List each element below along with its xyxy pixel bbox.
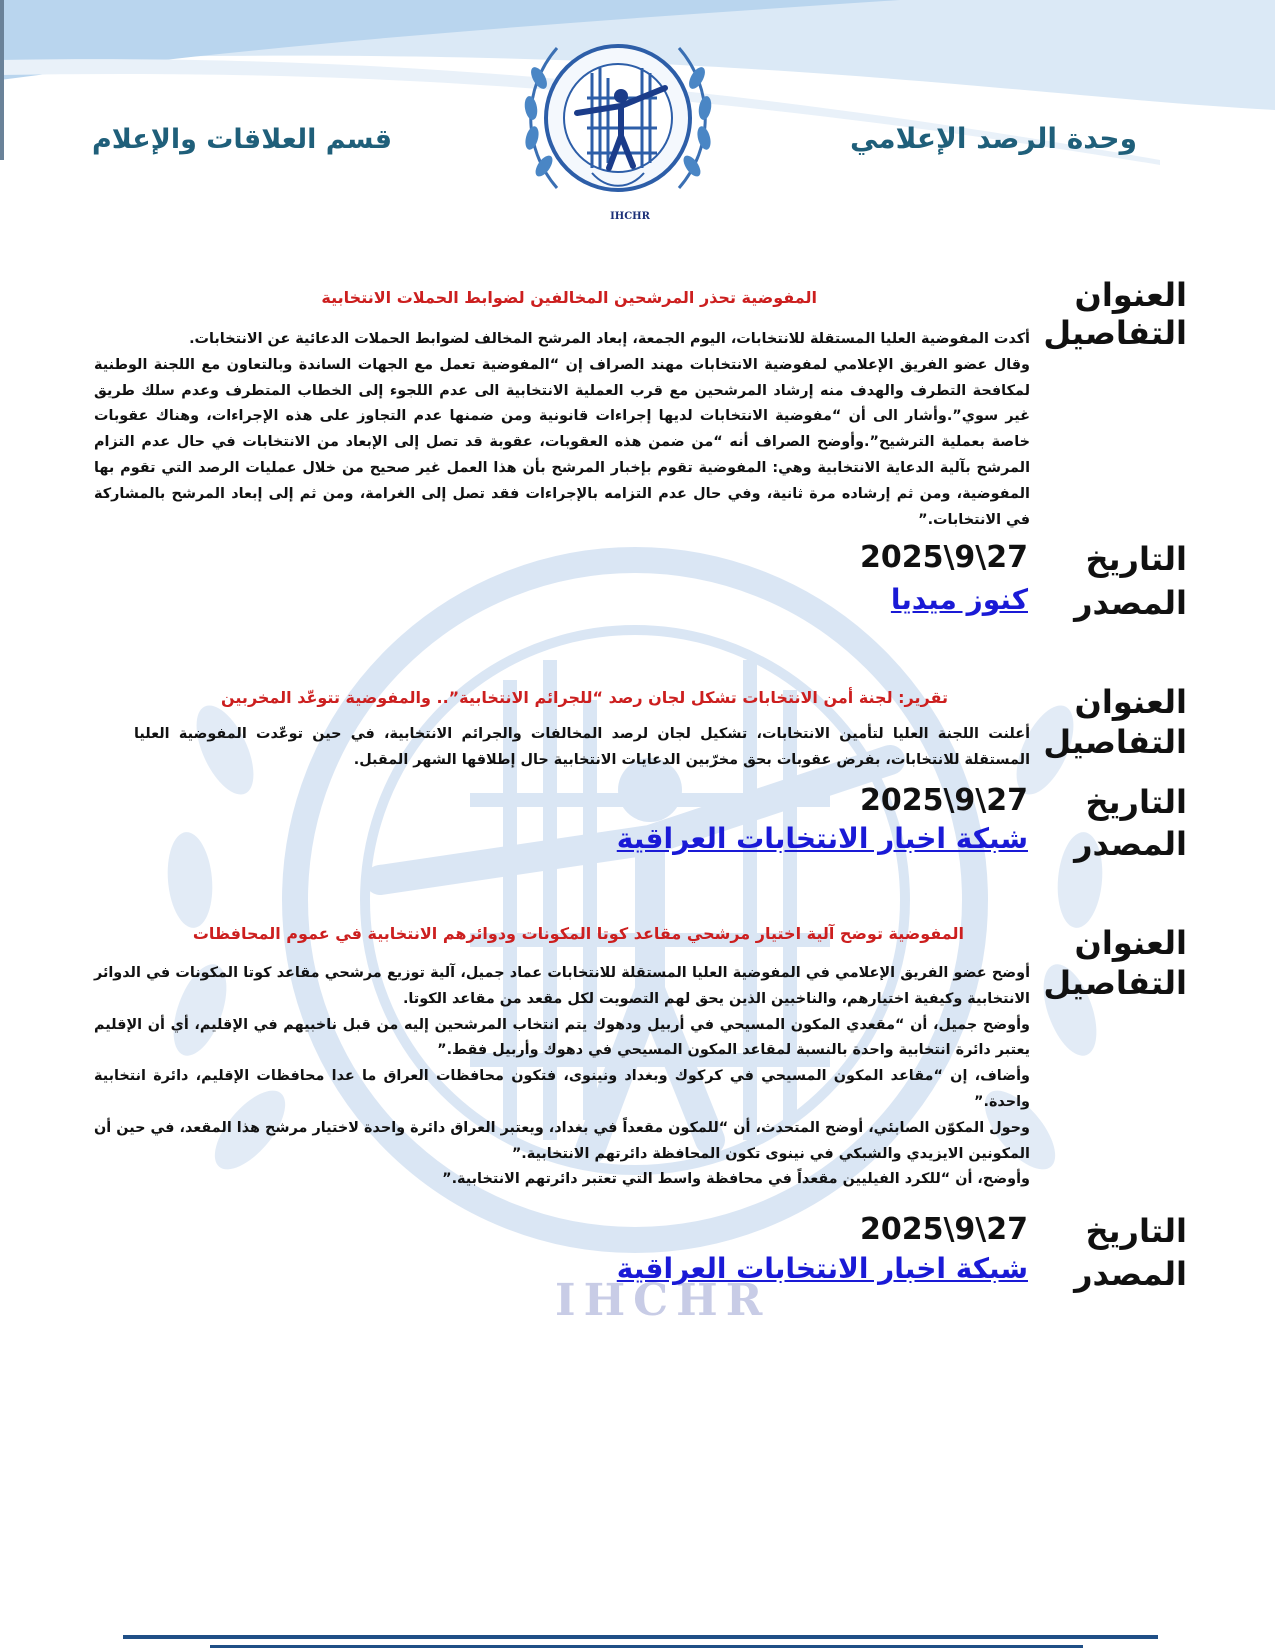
article-1-details: [94, 327, 1030, 533]
ihchr-watermark-emblem: [130, 500, 1140, 1330]
article-3-date: 2025\9\27: [859, 1212, 1028, 1247]
logo-caption: IHCHR: [610, 211, 650, 222]
watermark-text: IHCHR: [555, 1275, 771, 1326]
article-1-title: المفوضية تحذر المرشحين المخالفين لضوابط الحملات الانتخابية: [321, 288, 817, 307]
article-3-title: المفوضية توضح آلية اختيار مرشحي مقاعد كوتا المكونات ودوائرهم الانتخابية في عموم المحافظات: [192, 924, 964, 943]
article-1-paragraph: وقال عضو الفريق الإعلامي لمفوضية الانتخابات مهند الصراف إن “المفوضية تعمل مع الجهات الساندة وبالتعاون مع اللجنة الوطنية لمكافحة التطرف والهدف منه إرشاد المرشحين مع قرب العملية الانتخابية الى عدم اللجوء إلى الخطاب المتطرف وعدم سلك طريق غير سوي”.وأشار الى أن “مفوضية الانتخابات لديها إجراءات قانونية ومن ضمنها عدم التجاوز على هذه الإجراءات، وهناك عقوبات خاصة بعملية الترشيح”.وأوضح الصراف أنه “من ضمن هذه العقوبات، عقوبة قد تصل إلى الإبعاد من الانتخابات في حال عدم التزام المرشح بآلية الدعاية الانتخابية وهي: المفوضية تقوم بإخبار المرشح بأن هذا العمل غير صحيح من خلال عمليات الرصد التي تقوم بها المفوضية، ومن ثم إرشاده مرة ثانية، وفي حال عدم التزامه بالإجراءات فقد تصل إلى الغرامة، ومن ثم إلى إبعاد المرشح بالمشاركة في الانتخابات.”: [94, 356, 1030, 528]
article-1-date: 2025\9\27: [859, 540, 1028, 575]
article-1-date-label: التاريخ: [1085, 540, 1187, 578]
article-3-date-label: التاريخ: [1085, 1212, 1187, 1250]
relations-media-dept-title: قسم العلاقات والإعلام: [92, 124, 393, 155]
article-2-details-label: التفاصيل: [1043, 723, 1187, 761]
article-3-title-label: العنوان: [1074, 924, 1187, 962]
article-3-paragraph: وأوضح جميل، أن “مقعدي المكون المسيحي في أربيل ودهوك يتم انتخاب المرشحين إليه من قبل ناخبيهم في الإقليم، أي أن الإقليم يعتبر دائرة انتخابية واحدة بالنسبة لمقاعد المكون المسيحي في دهوك وأربيل فقط.”: [94, 1016, 1030, 1059]
article-1-title-label: العنوان: [1074, 276, 1187, 314]
article-3-source-label: المصدر: [1074, 1255, 1187, 1293]
article-1-paragraph: أكدت المفوضية العليا المستقلة للانتخابات، اليوم الجمعة، إبعاد المرشح المخالف لضوابط الحملات الدعائية عن الانتخابات.: [189, 331, 1030, 347]
article-3-details-label: التفاصيل: [1043, 964, 1187, 1002]
article-3-paragraph: وأضاف، إن “مقاعد المكون المسيحي في كركوك وبغداد ونينوى، فتكون محافظات العراق ما عدا محافظات الإقليم، دائرة انتخابية واحدة.”: [94, 1068, 1030, 1110]
article-3-paragraph: أوضح عضو الفريق الإعلامي في المفوضية العليا المستقلة للانتخابات عماد جميل، آلية توزيع مرشحي مقاعد كوتا المكونات في الدوائر الانتخابية وكيفية اختيارهم، والناخبين الذين يحق لهم التصويت لكل مقعد من مقاعد الكوتا.: [94, 965, 1030, 1007]
article-1-source-link[interactable]: كنوز ميديا: [890, 583, 1028, 616]
footer-divider-bottom: [210, 1645, 1083, 1648]
article-3-source-link[interactable]: شبكة اخبار الانتخابات العراقية: [616, 1252, 1028, 1285]
article-1-details-label: التفاصيل: [1043, 314, 1187, 352]
article-3-paragraph: وحول المكوّن الصابئي، أوضح المتحدث، أن “للمكون مقعداً في بغداد، ويعتبر العراق دائرة واحدة لاختيار مرشح هذا المقعد، في حين أن المكونين الايزيدي والشبكي في نينوى تكون المحافظة دائرتهم الانتخابية.”: [94, 1119, 1030, 1162]
article-2-details: [134, 722, 1030, 774]
article-2-date: 2025\9\27: [859, 783, 1028, 818]
article-2-title-label: العنوان: [1074, 683, 1187, 721]
media-monitoring-unit-title: وحدة الرصد الإعلامي: [849, 122, 1137, 155]
article-1-source-label: المصدر: [1074, 584, 1187, 622]
article-2-source-link[interactable]: شبكة اخبار الانتخابات العراقية: [616, 822, 1028, 855]
article-2-source-label: المصدر: [1074, 825, 1187, 863]
footer-divider-top: [123, 1635, 1158, 1639]
article-3-details: [94, 961, 1030, 1193]
article-2-date-label: التاريخ: [1085, 783, 1187, 821]
article-2-paragraph: أعلنت اللجنة العليا لتأمين الانتخابات، تشكيل لجان لرصد المخالفات والجرائم الانتخابية، في حين توعّدت المفوضية العليا المستقلة للانتخابات، بفرض عقوبات بحق مخرّبين الدعايات الانتخابية حال إطلاقها الشهر المقبل.: [134, 726, 1030, 768]
ihchr-logo-emblem: [517, 18, 719, 228]
article-3-paragraph: وأوضح، أن “للكرد الفيليين مقعداً في محافظة واسط التي تعتبر دائرتهم الانتخابية.”: [442, 1171, 1030, 1188]
article-2-title: تقرير: لجنة أمن الانتخابات تشكل لجان رصد “للجرائم الانتخابية”.. والمفوضية تتوعّد المخربين: [221, 688, 948, 707]
